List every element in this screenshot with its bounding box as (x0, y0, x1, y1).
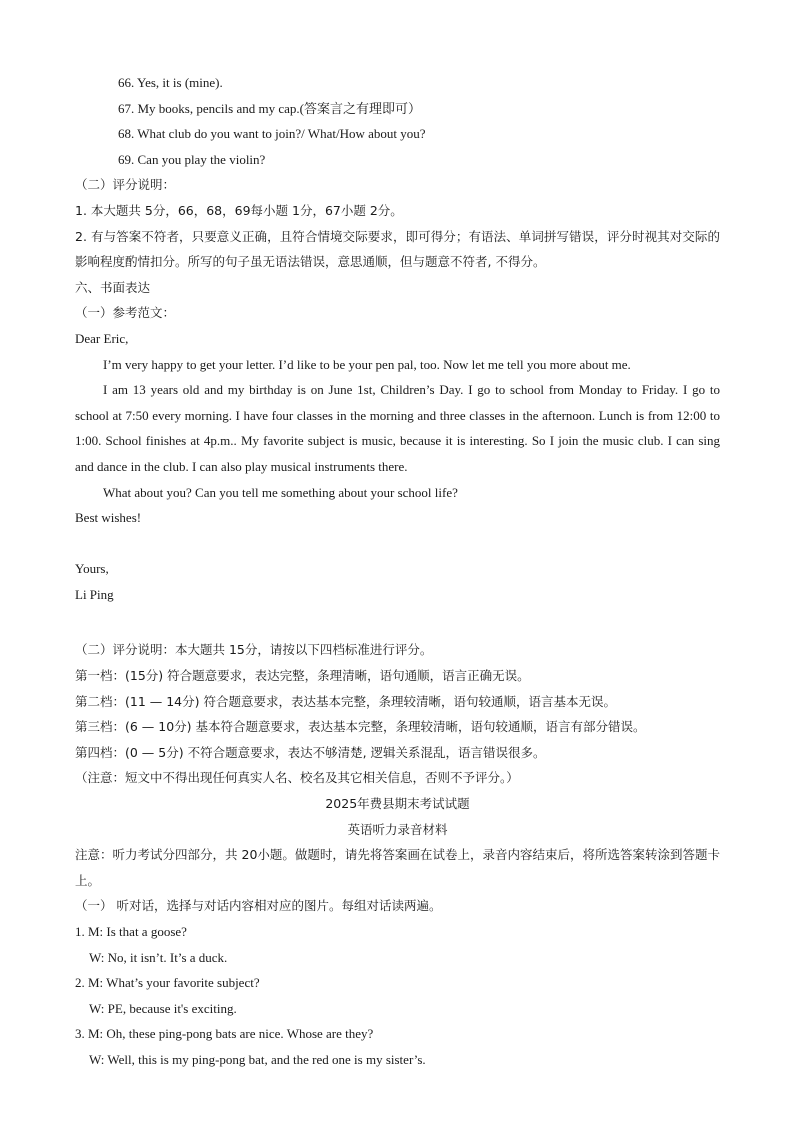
dialogue-2-answer: W: PE, because it's exciting. (89, 1000, 237, 1016)
dialogue-3-answer: W: Well, this is my ping-pong bat, and the red one is my sister’s. (89, 1051, 426, 1067)
listening-part1-heading: （一） 听对话，选择与对话内容相对应的图片。每组对话读两遍。 (75, 898, 442, 914)
spacer (75, 531, 720, 557)
dialogue-list (75, 919, 720, 1073)
grade-level-1: 第一档：(15分) 符合题意要求，表达完整，条理清晰，语句通顺，语言正确无误。 (75, 668, 530, 684)
section-title-writing: 六、书面表达 (75, 279, 151, 295)
grade-level-3: 第三档：(6 — 10分) 基本符合题意要求，表达基本完整，条理较清晰，语句较通顺，语言有部分错误。 (75, 719, 646, 735)
writing-note: （注意：短文中不得出现任何真实人名、校名及其它相关信息，否则不予评分。） (75, 770, 519, 786)
answer-66: 66. Yes, it is (mine). (118, 75, 223, 90)
answer-67: 67. My books, pencils and my cap.(答案言之有理即可） (118, 100, 421, 116)
exam-subtitle: 英语听力录音材料 (347, 821, 448, 837)
dialogue-3-question: 3. M: Oh, these ping-pong bats are nice. Whose are they? (75, 1026, 374, 1042)
spacer (75, 607, 720, 637)
answer-list (75, 70, 720, 172)
sample-essay-heading: （一）参考范文： (75, 305, 176, 321)
letter-paragraph: I am 13 years old and my birthday is on June 1st, Children’s Day. I go to school from Monday to Friday. I go to school at 7:50 every morning. I have four classes in the morning and three classes in the afternoon. Lunch is from 12:00 to 1:00. School finishes at 4p.m.. My favorite subject is music, because it is interesting. So I join the music club. I can sing and dance in the club. I can also play musical instruments there. (75, 382, 720, 474)
rubric-item-1: 1. 本大题共 5分，66，68，69每小题 1分，67小题 2分。 (75, 202, 403, 218)
dialogue-2-question: 2. M: What’s your favorite subject? (75, 975, 260, 991)
listening-note: 注意：听力考试分四部分，共 20小题。做题时，请先将答案画在试卷上，录音内容结束后，将所选答案转涂到答题卡上。 (75, 847, 720, 888)
grade-level-4: 第四档：(0 — 5分) 不符合题意要求，表达不够清楚, 逻辑关系混乱，语言错误很多。 (75, 744, 546, 760)
letter-paragraph: I’m very happy to get your letter. I’d like to be your pen pal, too. Now let me tell you more about me. (103, 356, 631, 372)
exam-title: 2025年费县期末考试试题 (325, 796, 470, 812)
writing-rubric-heading: （二）评分说明：本大题共 15分，请按以下四档标准进行评分。 (75, 642, 433, 658)
letter-signature: Li Ping (75, 586, 114, 602)
dialogue-1-question: 1. M: Is that a goose? (75, 924, 187, 939)
grade-level-2: 第二档：(11 — 14分) 符合题意要求，表达基本完整，条理较清晰，语句较通顺，语言基本无误。 (75, 693, 616, 709)
dialogue-1-answer: W: No, it isn’t. It’s a duck. (89, 949, 228, 965)
rubric-heading: （二）评分说明： (75, 177, 176, 193)
letter-paragraph: What about you? Can you tell me something about your school life? (103, 484, 458, 500)
letter-greeting: Dear Eric, (75, 330, 129, 346)
answer-69: 69. Can you play the violin? (118, 151, 266, 167)
sample-letter (75, 326, 720, 608)
document-page (75, 70, 720, 1073)
answer-68: 68. What club do you want to join?/ What/How about you? (118, 126, 426, 142)
letter-wishes: Best wishes! (75, 510, 142, 526)
letter-closing: Yours, (75, 561, 109, 577)
rubric-item-2: 2. 有与答案不符者，只要意义正确，且符合情境交际要求，即可得分；有语法、单词拼写错误，评分时视其对交际的影响程度酌情扣分。所写的句子虽无语法错误，意思通顺，但与题意不符者, 不得分。 (75, 228, 720, 270)
